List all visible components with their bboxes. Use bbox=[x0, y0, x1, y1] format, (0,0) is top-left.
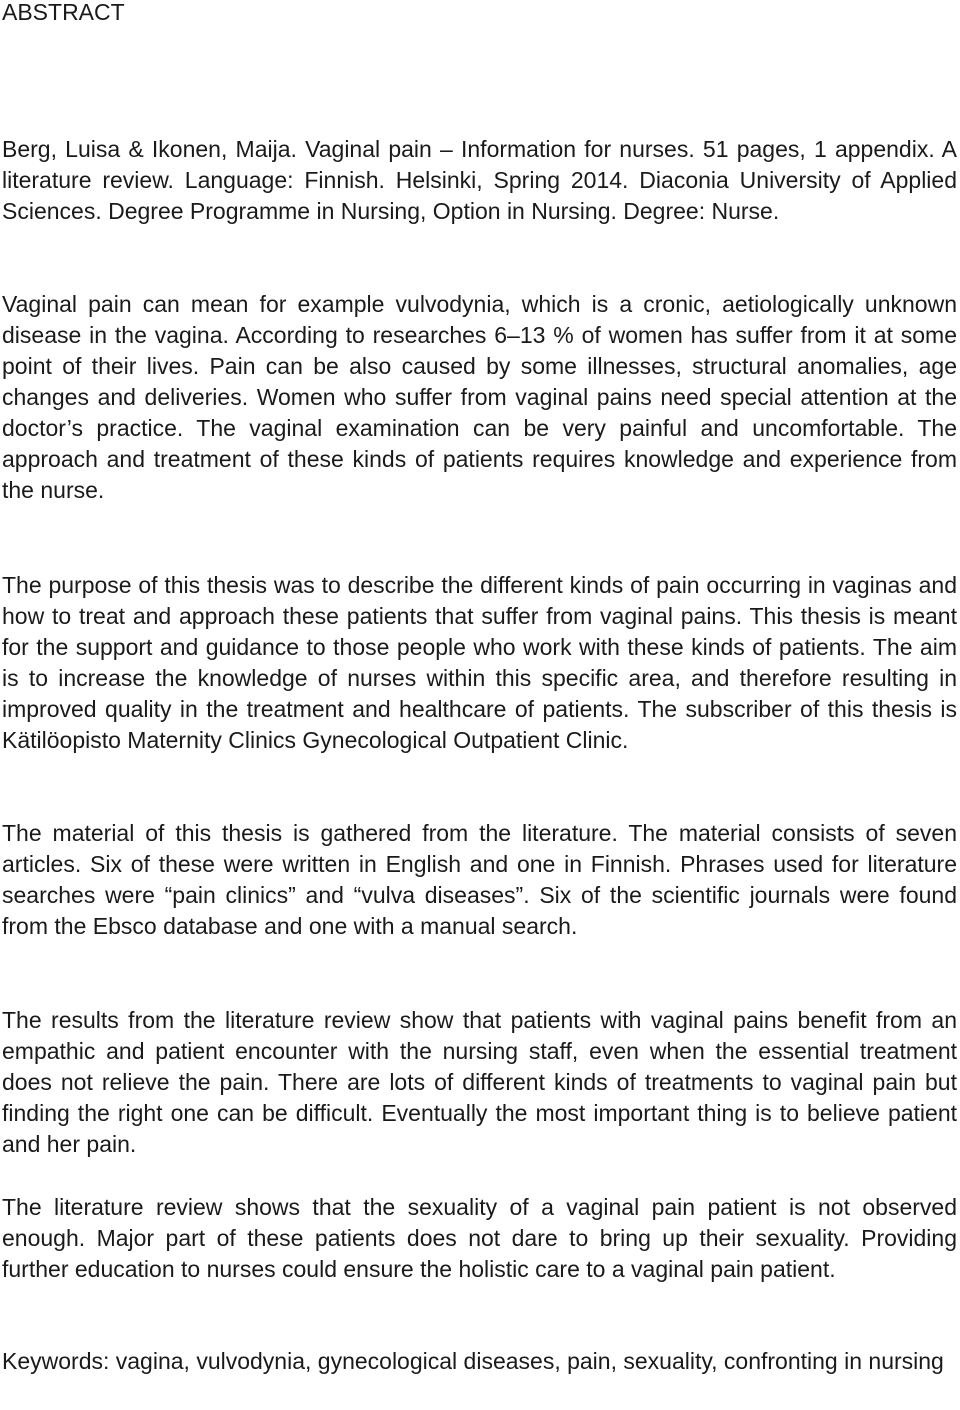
citation-paragraph: Berg, Luisa & Ikonen, Maija. Vaginal pain – Information for nurses. 51 pages, 1 appendix. A literature review. Language: Finnish. Helsinki, Spring 2014. Diaconia University of Applied Sciences. Degree Programme in Nursing, Option in Nursing. Degree: Nurse. bbox=[2, 136, 957, 224]
body-paragraph-material: The material of this thesis is gathered from the literature. The material consists of seven articles. Six of these were written in English and one in Finnish. Phrases used for literature searches were “pain clinics” and “vulva diseases”. Six of the scientific journals were found from the Ebsco database and one with a manual search. bbox=[2, 820, 957, 939]
body-paragraph-background: Vaginal pain can mean for example vulvodynia, which is a cronic, aetiologically unknown disease in the vagina. According to researches 6–13 % of women has suffer from it at some point of their lives. Pain can be also caused by some illnesses, structural anomalies, age changes and deliveries. Women who suffer from vaginal pains need special attention at the doctor’s practice. The vaginal examination can be very painful and uncomfortable. The approach and treatment of these kinds of patients requires knowledge and experience from the nurse. bbox=[2, 291, 957, 503]
keywords: Keywords: vagina, vulvodynia, gynecological diseases, pain, sexuality, confronting in nursing bbox=[2, 1348, 944, 1374]
body-paragraph-conclusion: The literature review shows that the sexuality of a vaginal pain patient is not observed enough. Major part of these patients does not dare to bring up their sexuality. Providing further education to nurses could ensure the holistic care to a vaginal pain patient. bbox=[2, 1194, 957, 1282]
body-paragraph-results: The results from the literature review show that patients with vaginal pains benefit from an empathic and patient encounter with the nursing staff, even when the essential treatment does not relieve the pain. There are lots of different kinds of treatments to vaginal pain but finding the right one can be difficult. Eventually the most important thing is to believe patient and her pain. bbox=[2, 1007, 957, 1157]
body-paragraph-purpose: The purpose of this thesis was to describe the different kinds of pain occurring in vaginas and how to treat and approach these patients that suffer from vaginal pains. This thesis is meant for the support and guidance to those people who work with these kinds of patients. The aim is to increase the knowledge of nurses within this specific area, and therefore resulting in improved quality in the treatment and healthcare of patients. The subscriber of this thesis is Kätilöopisto Maternity Clinics Gynecological Outpatient Clinic. bbox=[2, 572, 957, 753]
abstract-heading: ABSTRACT bbox=[2, 0, 125, 25]
